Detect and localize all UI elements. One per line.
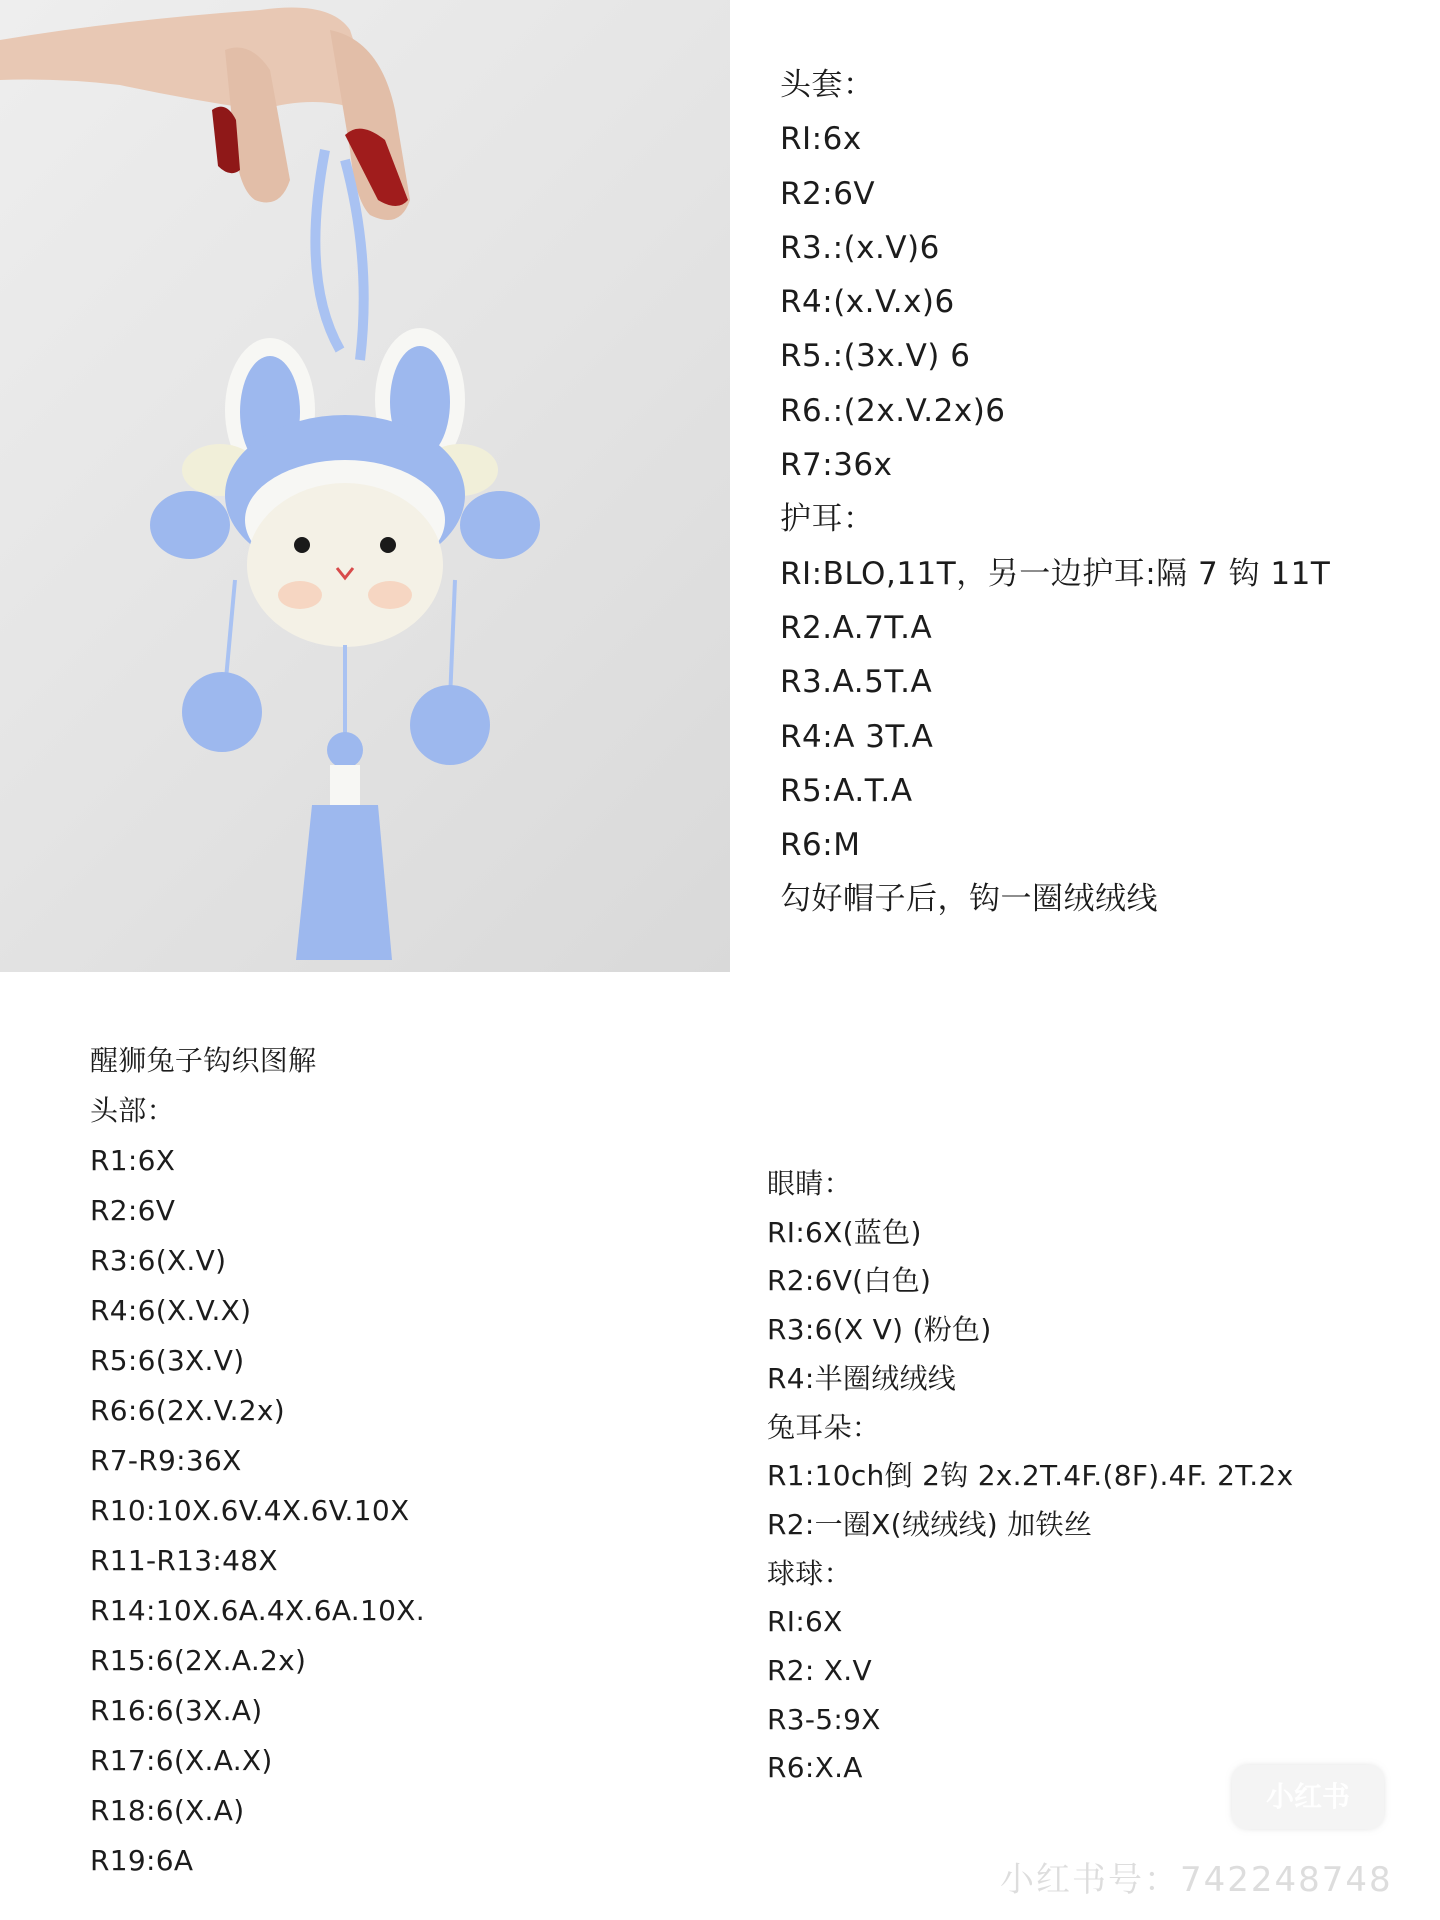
text-line: RI:6x xyxy=(780,121,862,158)
text-line: R3:6(X.V) xyxy=(90,1244,227,1277)
text-line: R19:6A xyxy=(90,1844,194,1877)
text-line: 兔耳朵： xyxy=(767,1410,881,1444)
text-line: R2:一圈X(绒绒线) 加铁丝 xyxy=(767,1507,1093,1541)
text-line: 护耳： xyxy=(780,501,875,538)
text-line: R4:(x.V.x)6 xyxy=(780,284,955,321)
text-line: R11-R13:48X xyxy=(90,1544,278,1577)
text-line: RI:BLO,11T，另一边护耳:隔 7 钩 11T xyxy=(780,555,1331,592)
text-line: R7:36x xyxy=(780,447,893,484)
text-line: R3:6(X V) (粉色) xyxy=(767,1313,992,1347)
eyes-ears-balls-pattern-text xyxy=(767,1160,1293,1793)
text-line: R1:6X xyxy=(90,1144,176,1177)
text-line: R5:6(3X.V) xyxy=(90,1344,245,1377)
text-line: RI:6X xyxy=(767,1605,843,1639)
text-line: R2:6V(白色) xyxy=(767,1264,932,1298)
text-line: R6:6(2X.V.2x) xyxy=(90,1394,285,1427)
text-line: 头套： xyxy=(780,67,875,103)
text-line: R4:A 3T.A xyxy=(780,718,934,755)
text-line: 头部： xyxy=(90,1094,175,1127)
text-line: R4:半圈绒绒线 xyxy=(767,1361,957,1395)
text-line: R6.:(2x.V.2x)6 xyxy=(780,392,1006,429)
text-line: R18:6(X.A) xyxy=(90,1794,245,1827)
text-line: R5:A.T.A xyxy=(780,772,913,809)
hood-pattern-text xyxy=(780,58,1330,927)
text-line: 眼睛： xyxy=(767,1167,852,1200)
text-line: R6:M xyxy=(780,827,861,864)
text-line: R3-5:9X xyxy=(767,1702,881,1736)
text-line: R16:6(3X.A) xyxy=(90,1694,263,1727)
text-line: R2:6V xyxy=(90,1194,176,1227)
text-line: R7-R9:36X xyxy=(90,1444,242,1477)
pattern-title: 醒狮兔子钩织图解 xyxy=(90,1044,317,1077)
xiaohongshu-logo-watermark: 小红书 xyxy=(1232,1765,1384,1829)
text-line: R2: X.V xyxy=(767,1654,872,1688)
crochet-rabbit-illustration xyxy=(0,0,730,972)
text-line: R2:6V xyxy=(780,175,876,212)
text-line: R10:10X.6V.4X.6V.10X xyxy=(90,1494,410,1527)
text-line: R14:10X.6A.4X.6A.10X. xyxy=(90,1594,425,1627)
text-line: R4:6(X.V.X) xyxy=(90,1294,252,1327)
text-line: R5.:(3x.V) 6 xyxy=(780,338,971,375)
product-photo xyxy=(0,0,730,972)
text-line: R15:6(2X.A.2x) xyxy=(90,1644,307,1677)
text-line: R2.A.7T.A xyxy=(780,609,933,646)
text-line: R17:6(X.A.X) xyxy=(90,1744,273,1777)
text-line: 勾好帽子后，钩一圈绒绒线 xyxy=(780,881,1158,918)
text-line: R1:10ch倒 2钩 2x.2T.4F.(8F).4F. 2T.2x xyxy=(767,1459,1294,1493)
text-line: R6:X.A xyxy=(767,1751,863,1785)
text-line: RI:6X(蓝色) xyxy=(767,1215,922,1249)
text-line: R3.A.5T.A xyxy=(780,664,933,701)
head-pattern-text xyxy=(90,1036,425,1886)
text-line: R3.:(x.V)6 xyxy=(780,229,940,266)
account-id-watermark: 小红书号：742248748 xyxy=(1000,1860,1393,1900)
text-line: 球球： xyxy=(767,1556,852,1590)
